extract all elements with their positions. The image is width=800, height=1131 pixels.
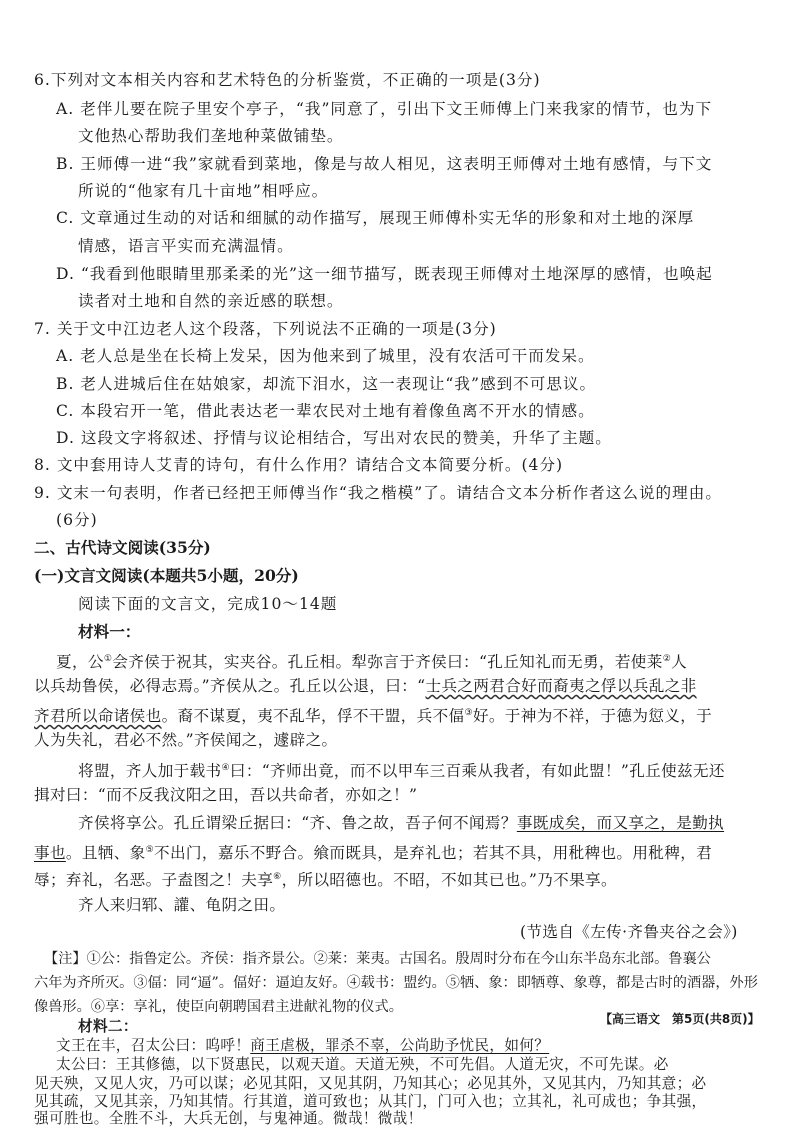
material1-line: 以兵劫鲁侯，必得志焉。”齐侯从之。孔丘以公退，曰：“士兵之两君合好而裔夷之俘以兵乱之非 bbox=[34, 677, 697, 695]
underlined-sentence: 事也 bbox=[34, 844, 66, 863]
q6-option-b-cont: 所说的“他家有几十亩地”相呼应。 bbox=[78, 182, 329, 200]
notes-line: 像兽形。⑥享：享礼，使臣向朝聘国君主进献礼物的仪式。 bbox=[34, 999, 403, 1015]
material2-line: 文王在丰，召太公曰：呜呼！商王虐极，罪杀不辜，公尚助予忧民，如何？ bbox=[56, 1037, 550, 1054]
section-title: 二、古代诗文阅读(35分) bbox=[34, 538, 211, 557]
q7-option-d: D. 这段文字将叙述、抒情与议论相结合，写出对农民的赞美，升华了主题。 bbox=[56, 429, 612, 447]
q6-option-a-cont: 文他热心帮助我们垄地种菜做铺垫。 bbox=[78, 127, 344, 145]
material2-line: 见其疏，又见其亲，乃知其情。行其道，道可致也；从其门，门可入也；立其礼，礼可成也；争其强， bbox=[34, 1093, 707, 1110]
marked-sentence: 齐君所以命诸侯也 bbox=[34, 707, 162, 726]
page-footer: 【高三语文 第5页(共8页)】 bbox=[600, 1012, 760, 1026]
q6-option-a: A. 老伴儿要在院子里安个亭子，“我”同意了，引出下文王师傅上门来我家的情节，也为下 bbox=[56, 100, 713, 118]
q6-option-c-cont: 情感，语言平实而充满温情。 bbox=[78, 237, 294, 255]
material1-label: 材料一： bbox=[78, 622, 141, 641]
q7-option-a: A. 老人总是坐在长椅上发呆，因为他来到了城里，没有农活可干而发呆。 bbox=[56, 347, 595, 365]
material1-line: 揖对曰：“而不反我汶阳之田，吾以共命者，亦如之！” bbox=[34, 786, 418, 804]
material1-line: 齐君所以命诸侯也。裔不谋夏，夷不乱华，俘不干盟，兵不偪③好。于神为不祥，于德为愆义，于 bbox=[34, 707, 713, 726]
material1-line: 事也。且牺、象⑤不出门，嘉乐不野合。飨而既具，是弃礼也；若其不具，用秕稗也。用秕稗，君 bbox=[34, 844, 713, 863]
notes-line: 【注】①公：指鲁定公。齐侯：指齐景公。②莱：莱夷。古国名。殷周时分布在今山东半岛东北部。鲁襄公 bbox=[44, 951, 711, 967]
material1-line: 辱；弃礼，名恶。子盍图之！夫享⑥，所以昭德也。不昭，不如其已也。”乃不果享。 bbox=[34, 871, 617, 890]
footnote-marker: ① bbox=[103, 654, 113, 664]
material2-label: 材料二： bbox=[78, 1018, 138, 1035]
reading-instruction: 阅读下面的文言文，完成10～14题 bbox=[78, 595, 338, 613]
q6-option-d-cont: 读者对土地和自然的亲近感的联想。 bbox=[78, 292, 344, 310]
footnote-marker: ⑤ bbox=[145, 845, 155, 855]
q6-stem: 6.下列对文本相关内容和艺术特色的分析鉴赏，不正确的一项是(3分) bbox=[34, 71, 541, 89]
marked-sentence: 士兵之两君合好而裔夷之俘以兵乱之非 bbox=[425, 677, 697, 695]
q8-stem: 8. 文中套用诗人艾青的诗句，有什么作用？请结合文本简要分析。(4分) bbox=[34, 456, 564, 474]
material2-line: 强可胜也。全胜不斗，大兵无创，与鬼神通。微哉！微哉！ bbox=[34, 1110, 423, 1127]
material2-line: 见天殃，又见人灾，乃可以谋；必见其阳，又见其阴，乃知其心；必见其外，又见其内，乃知其意；必 bbox=[34, 1075, 707, 1092]
material1-line: 齐侯将享公。孔丘谓梁丘据曰：“齐、鲁之故，吾子何不闻焉？事既成矣，而又享之，是勤执 bbox=[78, 814, 725, 832]
material1-line: 人为失礼，君必不然。”齐侯闻之，遽辟之。 bbox=[34, 731, 338, 749]
q6-option-d: D. “我看到他眼睛里那柔柔的光”这一细节描写，既表现王师傅对土地深厚的感情，也唤起 bbox=[56, 265, 713, 283]
footnote-marker: ③ bbox=[464, 708, 473, 718]
q7-option-c: C. 本段宕开一笔，借此表达老一辈农民对土地有着像鱼离不开水的情感。 bbox=[56, 402, 595, 420]
material2-line: 太公曰：王其修德，以下贤惠民，以观天道。天道无殃，不可先倡。人道无灾，不可先谋。必 bbox=[56, 1056, 669, 1073]
material1-line: 齐人来归郓、讙、龟阴之田。 bbox=[78, 896, 286, 914]
footnote-marker: ④ bbox=[221, 763, 230, 773]
underlined-sentence: 商王虐极，罪杀不辜，公尚助予忧民，如何？ bbox=[250, 1037, 550, 1054]
material1-line: 将盟，齐人加于载书④曰：“齐师出竟，而不以甲车三百乘从我者，有如此盟！”孔丘使兹无还 bbox=[78, 762, 725, 781]
q7-option-b: B. 老人进城后住在姑娘家，却流下泪水，这一表现让“我”感到不可思议。 bbox=[56, 375, 597, 393]
material1-line: 夏，公①会齐侯于祝其，实夹谷。孔丘相。犁弥言于齐侯曰：“孔丘知礼而无勇，若使莱②人 bbox=[56, 653, 688, 672]
notes-line: 六年为齐所灭。③偪：同“逼”。偪好：逼迫友好。④载书：盟约。⑤牺、象：即牺尊、象尊，都是古时的酒器，外形 bbox=[34, 975, 758, 991]
underlined-sentence: 事既成矣，而又享之，是勤执 bbox=[516, 814, 725, 832]
material1-source: (节选自《左传·齐鲁夹谷之会》) bbox=[520, 923, 738, 941]
q6-option-c: C. 文章通过生动的对话和细腻的动作描写，展现王师傅朴实无华的形象和对土地的深厚 bbox=[56, 209, 695, 227]
q9-score: (6分) bbox=[56, 511, 98, 529]
q9-stem: 9. 文末一句表明，作者已经把王师傅当作“我之楷模”了。请结合文本分析作者这么说的理由。 bbox=[34, 484, 722, 502]
q7-stem: 7. 关于文中江边老人这个段落，下列说法不正确的一项是(3分) bbox=[34, 320, 497, 338]
subsection-title: (一)文言文阅读(本题共5小题，20分) bbox=[34, 566, 299, 585]
footnote-marker: ② bbox=[662, 654, 672, 664]
q6-option-b: B. 王师傅一进“我”家就看到菜地，像是与故人相见，这表明王师傅对土地有感情，与下文 bbox=[56, 155, 713, 173]
footnote-marker: ⑥ bbox=[273, 872, 282, 882]
